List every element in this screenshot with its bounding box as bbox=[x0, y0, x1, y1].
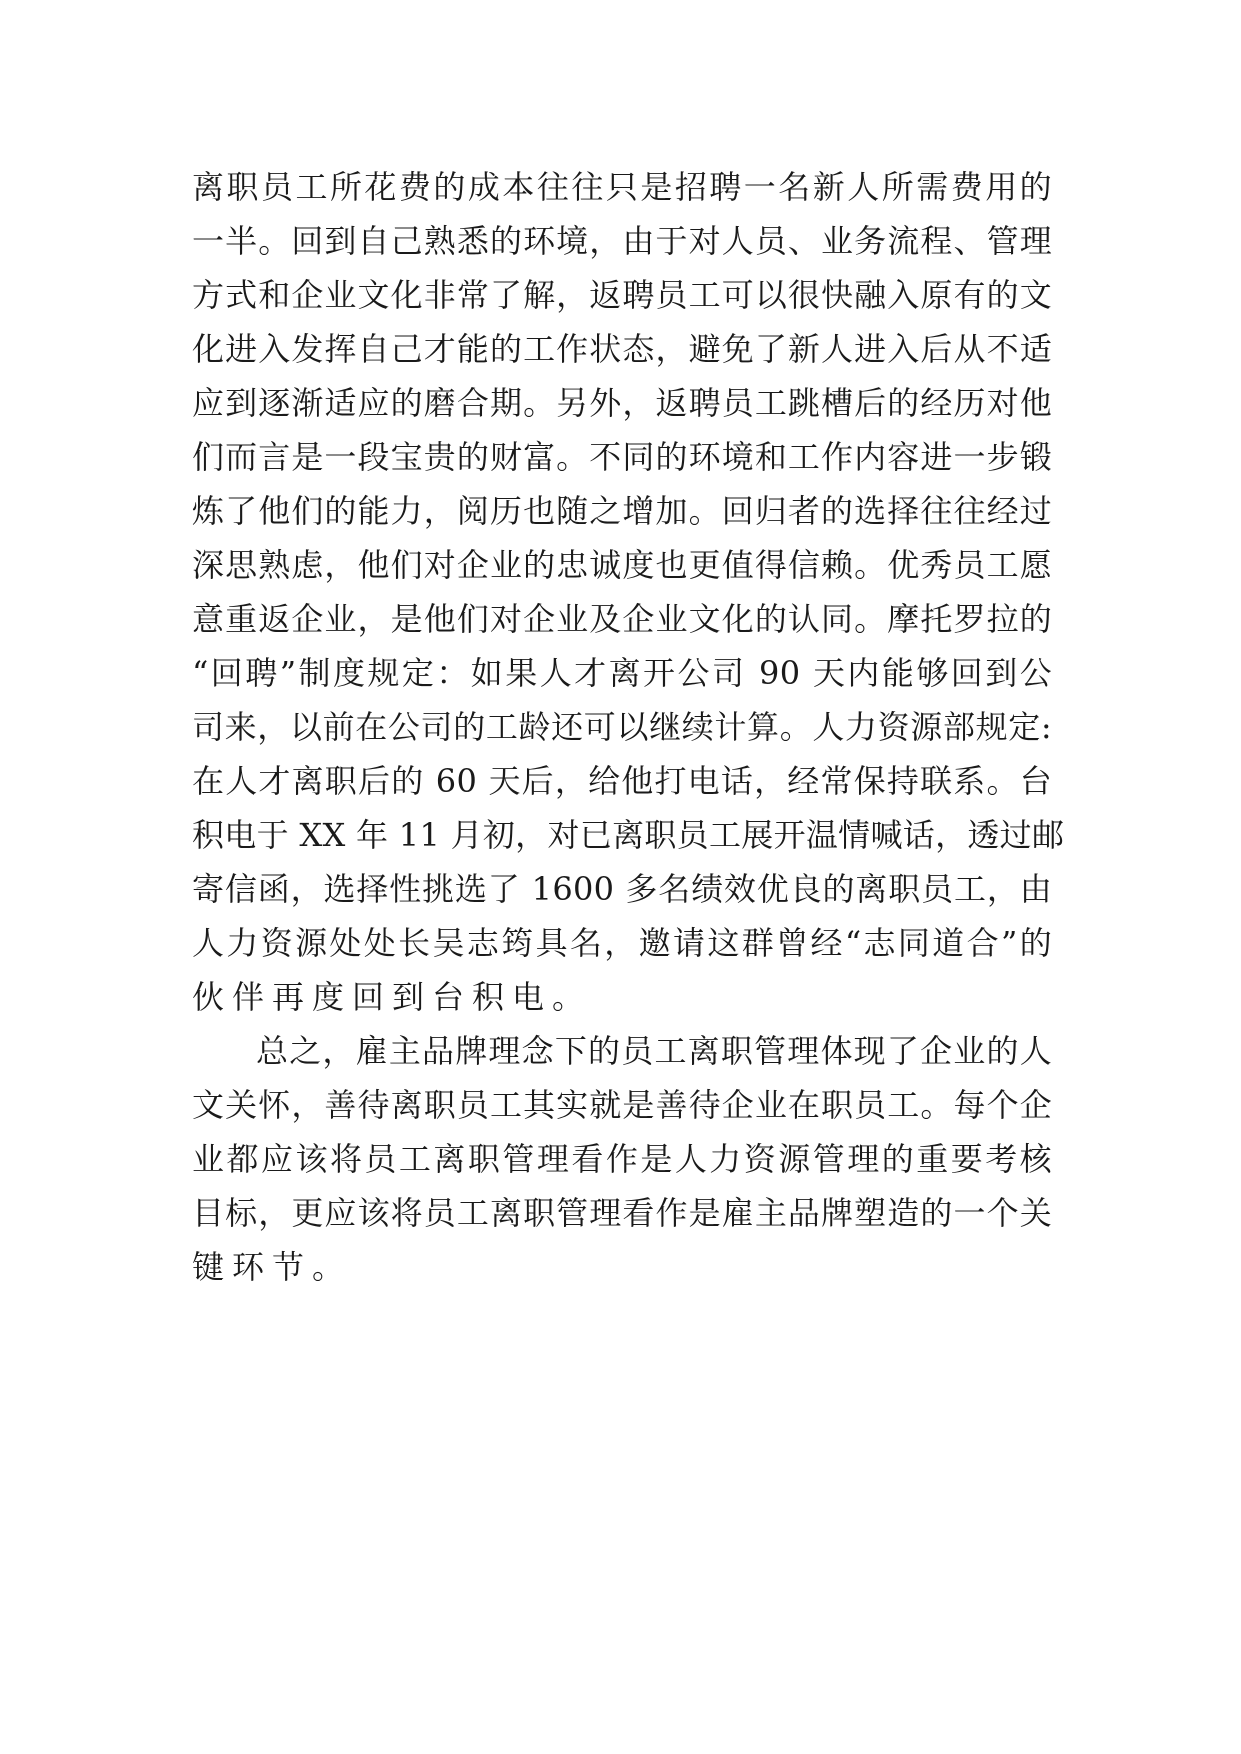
text-line: 应到逐渐适应的磨合期。另外，返聘员工跳槽后的经历对他 bbox=[192, 384, 1052, 422]
text-line: “回聘”制度规定：如果人才离开公司 90 天内能够回到公 bbox=[192, 654, 1052, 692]
text-line: 在人才离职后的 60 天后，给他打电话，经常保持联系。台 bbox=[192, 762, 1052, 800]
text-line: 寄信函，选择性挑选了 1600 多名绩效优良的离职员工，由 bbox=[192, 870, 1052, 908]
text-line: 积电于 XX 年 11 月初，对已离职员工展开温情喊话，透过邮 bbox=[192, 816, 1065, 854]
text-line: 目标，更应该将员工离职管理看作是雇主品牌塑造的一个关 bbox=[192, 1194, 1052, 1232]
body-text bbox=[192, 160, 1065, 1294]
text-line: 人力资源处处长吴志筠具名，邀请这群曾经“志同道合”的 bbox=[192, 924, 1052, 962]
paragraph-1 bbox=[192, 160, 1065, 1024]
paragraph-2 bbox=[192, 1024, 1052, 1294]
text-line: 司来，以前在公司的工龄还可以继续计算。人力资源部规定: bbox=[192, 708, 1052, 746]
text-line: 键环节。 bbox=[192, 1248, 353, 1286]
text-line: 一半。回到自己熟悉的环境，由于对人员、业务流程、管理 bbox=[192, 222, 1052, 260]
text-line: 们而言是一段宝贵的财富。不同的环境和工作内容进一步锻 bbox=[192, 438, 1052, 476]
text-line: 意重返企业，是他们对企业及企业文化的认同。摩托罗拉的 bbox=[192, 600, 1052, 638]
text-line: 离职员工所花费的成本往往只是招聘一名新人所需费用的 bbox=[192, 168, 1052, 206]
text-line: 伙伴再度回到台积电。 bbox=[192, 978, 593, 1016]
text-line: 业都应该将员工离职管理看作是人力资源管理的重要考核 bbox=[192, 1140, 1052, 1178]
text-line: 深思熟虑，他们对企业的忠诚度也更值得信赖。优秀员工愿 bbox=[192, 546, 1052, 584]
text-line: 炼了他们的能力，阅历也随之增加。回归者的选择往往经过 bbox=[192, 492, 1052, 530]
text-line: 总之，雇主品牌理念下的员工离职管理体现了企业的人 bbox=[256, 1032, 1052, 1070]
text-line: 文关怀，善待离职员工其实就是善待企业在职员工。每个企 bbox=[192, 1086, 1052, 1124]
text-line: 化进入发挥自己才能的工作状态，避免了新人进入后从不适 bbox=[192, 330, 1052, 368]
text-line: 方式和企业文化非常了解，返聘员工可以很快融入原有的文 bbox=[192, 276, 1052, 314]
